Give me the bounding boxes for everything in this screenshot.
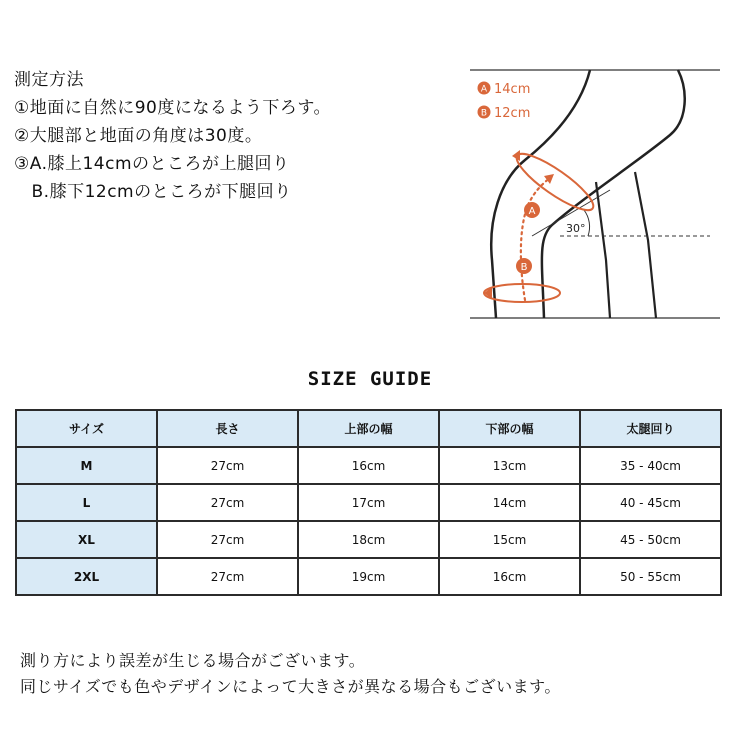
method-step-1: ①地面に自然に90度になるよう下ろす。 (14, 98, 332, 118)
knee-measurement-diagram (470, 60, 720, 330)
measure-distance-path (521, 178, 550, 300)
upper-thigh-measure-loop (510, 146, 599, 218)
leg-outline-back (542, 70, 685, 318)
header-size: サイズ (16, 410, 157, 447)
thigh-value: 40 - 45cm (580, 484, 721, 521)
top-width-value: 17cm (298, 484, 439, 521)
header-bottom-width: 下部の幅 (439, 410, 580, 447)
size-label: XL (16, 521, 157, 558)
legend-b-value: 12cm (494, 106, 531, 121)
notes (20, 648, 561, 700)
method-step-2: ②大腿部と地面の角度は30度。 (14, 126, 263, 146)
size-label: 2XL (16, 558, 157, 595)
method-title: 測定方法 (14, 70, 84, 90)
table-row (16, 447, 721, 484)
header-top-width: 上部の幅 (298, 410, 439, 447)
top-width-value: 16cm (298, 447, 439, 484)
table-row (16, 558, 721, 595)
method-step-3b: B.膝下12cmのところが下腿回り (14, 182, 292, 202)
thigh-value: 50 - 55cm (580, 558, 721, 595)
header-length: 長さ (157, 410, 298, 447)
size-label: M (16, 447, 157, 484)
legend-a-letter: A (480, 84, 488, 95)
bottom-width-value: 13cm (439, 447, 580, 484)
bottom-width-value: 14cm (439, 484, 580, 521)
top-width-value: 19cm (298, 558, 439, 595)
table-header-row (16, 410, 721, 447)
note-measurement-error: 測り方により誤差が生じる場合がございます。 (20, 651, 366, 670)
thigh-value: 35 - 40cm (580, 447, 721, 484)
size-guide-title: SIZE GUIDE (307, 368, 433, 390)
legend-b-letter: B (480, 108, 488, 119)
method-step-3a: ③A.膝上14cmのところが上腿回り (14, 154, 290, 174)
bottom-width-value: 16cm (439, 558, 580, 595)
length-value: 27cm (157, 447, 298, 484)
shin-line (596, 182, 610, 318)
table-row (16, 521, 721, 558)
legend-a-value: 14cm (494, 82, 531, 97)
calf-line (635, 172, 656, 318)
length-value: 27cm (157, 484, 298, 521)
table-row (16, 484, 721, 521)
distance-arrow-icon (544, 174, 554, 184)
marker-b-letter: B (520, 262, 528, 273)
note-size-variation: 同じサイズでも色やデザインによって大きさが異なる場合もございます。 (20, 677, 561, 696)
length-value: 27cm (157, 558, 298, 595)
bottom-width-value: 15cm (439, 521, 580, 558)
top-width-value: 18cm (298, 521, 439, 558)
size-label: L (16, 484, 157, 521)
header-thigh: 太腿回り (580, 410, 721, 447)
measurement-method (14, 66, 331, 206)
thigh-value: 45 - 50cm (580, 521, 721, 558)
length-value: 27cm (157, 521, 298, 558)
size-table (15, 409, 722, 596)
marker-a-letter: A (528, 206, 536, 217)
angle-label: 30° (566, 222, 586, 235)
